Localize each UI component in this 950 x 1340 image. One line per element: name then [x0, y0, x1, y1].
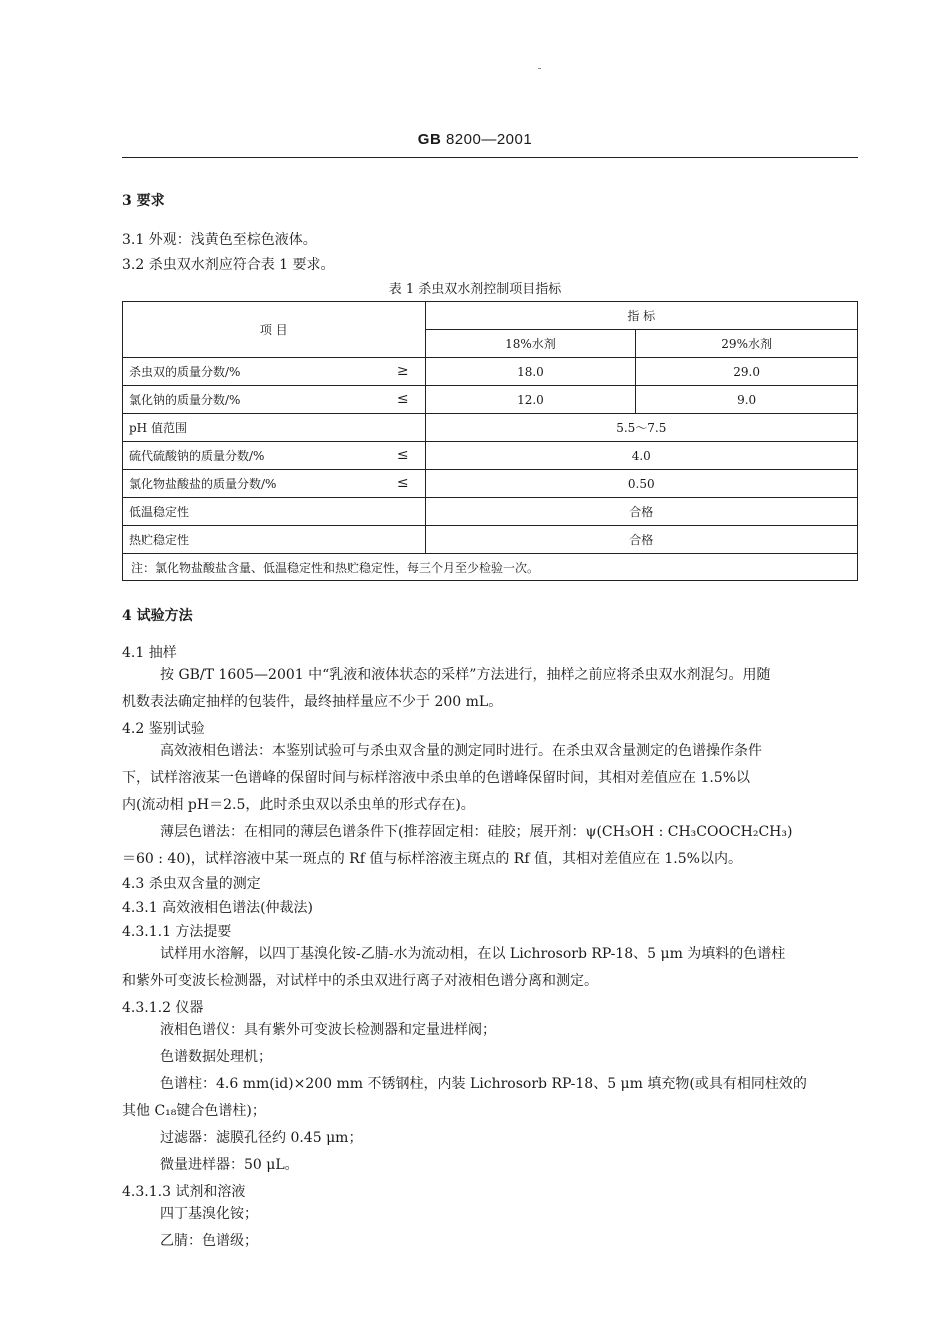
heading-4-3-1-1: 4.3.1.1 方法提要	[122, 924, 232, 940]
section-4-title: 4 试验方法	[122, 608, 193, 624]
row-value: 18.0	[425, 358, 636, 386]
header-item: 项 目	[123, 302, 426, 358]
row-label: 氯化钠的质量分数/% ≤	[123, 386, 426, 414]
heading-4-3-1-2: 4.3.1.2 仪器	[122, 1000, 204, 1016]
para-4-3-1-2-line1: 液相色谱仪：具有紫外可变波长检测器和定量进样阀；	[160, 1022, 496, 1038]
row-label: 硫代硫酸钠的质量分数/% ≤	[123, 442, 426, 470]
row-label: 杀虫双的质量分数/% ≥	[123, 358, 426, 386]
item-3-2: 3.2 杀虫双水剂应符合表 1 要求。	[122, 257, 335, 273]
header-col-18: 18%水剂	[425, 330, 636, 358]
para-4-3-1-1-line2: 和紫外可变波长检测器，对试样中的杀虫双进行离子对液相色谱分离和测定。	[122, 973, 598, 989]
header-col-29: 29%水剂	[636, 330, 858, 358]
para-4-1-line2: 机数表法确定抽样的包装件，最终抽样量应不少于 200 mL。	[122, 694, 503, 710]
header-number: 8200—2001	[445, 131, 533, 148]
row-value: 0.50	[425, 470, 857, 498]
table-row	[123, 470, 858, 498]
heading-4-1: 4.1 抽样	[122, 645, 177, 661]
para-4-3-1-1-line1: 试样用水溶解，以四丁基溴化铵-乙腈-水为流动相，在以 Lichrosorb RP-18、5 μm 为填料的色谱柱	[160, 946, 786, 962]
table-row	[123, 442, 858, 470]
heading-4-2: 4.2 鉴别试验	[122, 721, 205, 737]
row-label: pH 值范围	[123, 414, 426, 442]
page-header	[0, 131, 950, 148]
table-row	[123, 358, 858, 386]
table-caption: 表 1 杀虫双水剂控制项目指标	[388, 282, 562, 297]
para-4-2-line2: 下，试样溶液某一色谱峰的保留时间与标样溶液中杀虫单的色谱峰保留时间，其相对差值应在 1.5%以	[122, 770, 751, 786]
para-4-2-line4: 薄层色谱法：在相同的薄层色谱条件下(推荐固定相：硅胶；展开剂：ψ(CH₃OH : CH₃COOCH₂CH₃)	[160, 824, 793, 840]
row-value: 12.0	[425, 386, 636, 414]
para-4-3-1-2-line5: 过滤器：滤膜孔径约 0.45 μm；	[160, 1130, 363, 1146]
row-label: 热贮稳定性	[123, 526, 426, 554]
section-3-title: 3 要求	[122, 193, 165, 209]
row-value: 4.0	[425, 442, 857, 470]
heading-4-3-1: 4.3.1 高效液相色谱法(仲裁法)	[122, 900, 313, 916]
header-code: GB	[417, 131, 442, 148]
table-note: 注：氯化物盐酸盐含量、低温稳定性和热贮稳定性，每三个月至少检验一次。	[123, 554, 858, 581]
row-value: 5.5～7.5	[425, 414, 857, 442]
scan-speck	[538, 68, 541, 69]
para-4-1-line1: 按 GB/T 1605—2001 中“乳液和液体状态的采样”方法进行，抽样之前应将杀虫双水剂混匀。用随	[160, 667, 771, 683]
row-value: 29.0	[636, 358, 858, 386]
para-4-2-line3: 内(流动相 pH＝2.5，此时杀虫双以杀虫单的形式存在)。	[122, 797, 475, 813]
para-4-3-1-3-line2: 乙腈：色谱级；	[160, 1233, 258, 1249]
row-value: 合格	[425, 526, 857, 554]
item-3-1: 3.1 外观：浅黄色至棕色液体。	[122, 232, 317, 248]
header-index: 指 标	[425, 302, 857, 330]
row-label: 低温稳定性	[123, 498, 426, 526]
table-row	[123, 498, 858, 526]
spec-table	[122, 301, 858, 581]
heading-4-3: 4.3 杀虫双含量的测定	[122, 876, 261, 892]
table-note-row	[123, 554, 858, 581]
para-4-2-line1: 高效液相色谱法：本鉴别试验可与杀虫双含量的测定同时进行。在杀虫双含量测定的色谱操作条件	[160, 743, 762, 759]
table-row	[123, 414, 858, 442]
row-value: 9.0	[636, 386, 858, 414]
para-4-2-line5: ＝60 : 40)，试样溶液中某一斑点的 Rf 值与标样溶液主斑点的 Rf 值，其相对差值应在 1.5%以内。	[122, 851, 742, 867]
row-label: 氯化物盐酸盐的质量分数/% ≤	[123, 470, 426, 498]
para-4-3-1-2-line6: 微量进样器：50 μL。	[160, 1157, 299, 1173]
table-row	[123, 526, 858, 554]
para-4-3-1-3-line1: 四丁基溴化铵；	[160, 1206, 258, 1222]
row-value: 合格	[425, 498, 857, 526]
heading-4-3-1-3: 4.3.1.3 试剂和溶液	[122, 1184, 246, 1200]
header-rule	[122, 157, 858, 158]
para-4-3-1-2-line2: 色谱数据处理机；	[160, 1049, 272, 1065]
para-4-3-1-2-line3: 色谱柱：4.6 mm(id)×200 mm 不锈钢柱，内装 Lichrosorb RP-18、5 μm 填充物(或具有相同柱效的	[160, 1076, 807, 1092]
table-header-row	[123, 302, 858, 330]
para-4-3-1-2-line4: 其他 C₁₈键合色谱柱)；	[122, 1103, 266, 1119]
table-row	[123, 386, 858, 414]
